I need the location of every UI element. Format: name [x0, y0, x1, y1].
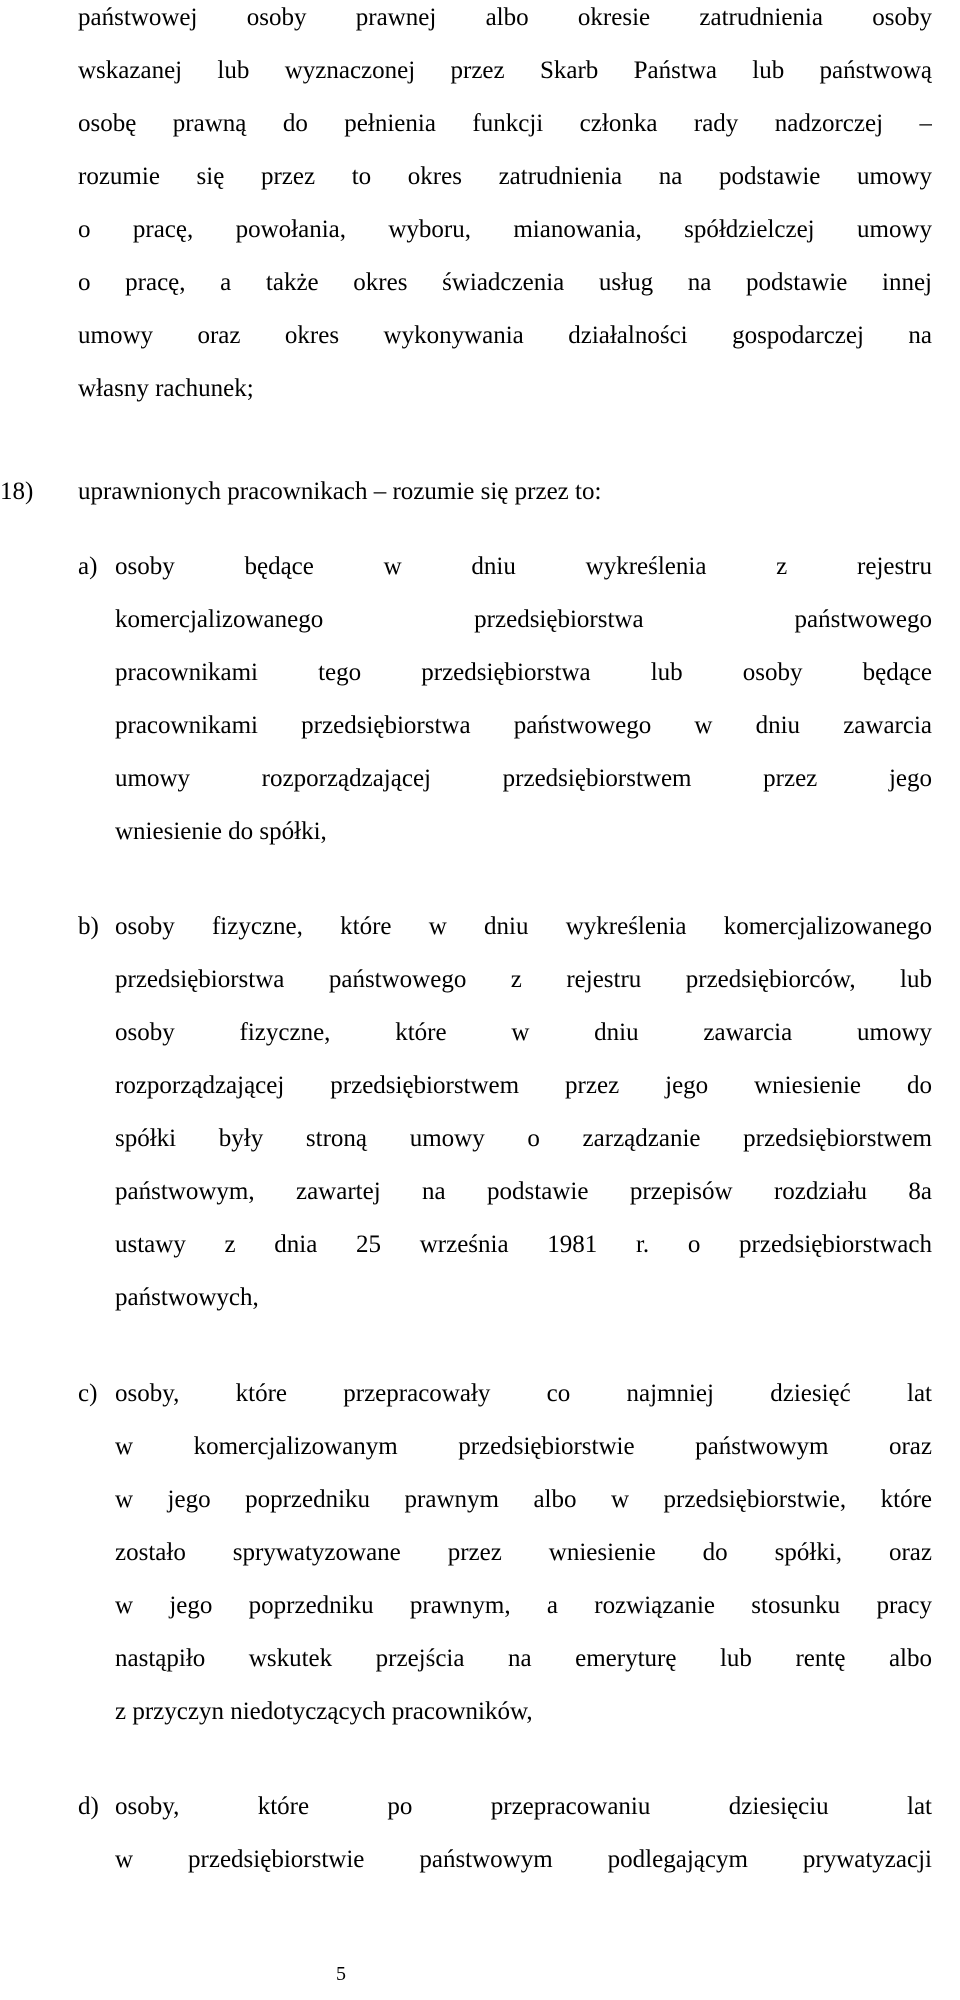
intro-line: osobę prawną do pełnienia funkcji członka rady nadzorczej – — [78, 110, 932, 137]
intro-line: umowy oraz okres wykonywania działalności gospodarczej na — [78, 322, 932, 349]
intro-line: państwowej osoby prawnej albo okresie zatrudnienia osoby — [78, 4, 932, 31]
subitem-line: umowy rozporządzającej przedsiębiorstwem przez jego — [115, 765, 932, 792]
intro-line: o pracę, powołania, wyboru, mianowania, spółdzielczej umowy — [78, 216, 932, 243]
subitem-line: ustawy z dnia 25 września 1981 r. o przedsiębiorstwach — [115, 1231, 932, 1258]
intro-line: wskazanej lub wyznaczonej przez Skarb Państwa lub państwową — [78, 57, 932, 84]
item-text: uprawnionych pracownikach – rozumie się przez to: — [78, 478, 602, 505]
subitem-letter: b) — [78, 913, 99, 940]
subitem-line: przedsiębiorstwa państwowego z rejestru przedsiębiorców, lub — [115, 966, 932, 993]
subitem-line: osoby, które po przepracowaniu dziesięciu lat — [115, 1793, 932, 1820]
subitem-line: państwowym, zawartej na podstawie przepisów rozdziału 8a — [115, 1178, 932, 1205]
subitem-line: pracownikami tego przedsiębiorstwa lub osoby będące — [115, 659, 932, 686]
item-number: 18) — [0, 478, 34, 505]
page-number: 5 — [336, 1963, 346, 1985]
subitem-line: w jego poprzedniku prawnym albo w przedsiębiorstwie, które — [115, 1486, 932, 1513]
subitem-letter: c) — [78, 1380, 98, 1407]
subitem-letter: a) — [78, 553, 98, 580]
subitem-line: osoby fizyczne, które w dniu wykreślenia komercjalizowanego — [115, 913, 932, 940]
subitem-line: wniesienie do spółki, — [115, 818, 327, 845]
subitem-letter: d) — [78, 1793, 99, 1820]
subitem-line: osoby fizyczne, które w dniu zawarcia umowy — [115, 1019, 932, 1046]
subitem-line: zostało sprywatyzowane przez wniesienie do spółki, oraz — [115, 1539, 932, 1566]
subitem-line: pracownikami przedsiębiorstwa państwowego w dniu zawarcia — [115, 712, 932, 739]
subitem-line: komercjalizowanego przedsiębiorstwa państwowego — [115, 606, 932, 633]
subitem-line: nastąpiło wskutek przejścia na emeryturę lub rentę albo — [115, 1645, 932, 1672]
subitem-line: w przedsiębiorstwie państwowym podlegającym prywatyzacji — [115, 1846, 932, 1873]
intro-line: własny rachunek; — [78, 375, 254, 402]
subitem-line: państwowych, — [115, 1284, 259, 1311]
subitem-line: osoby, które przepracowały co najmniej dziesięć lat — [115, 1380, 932, 1407]
intro-line: o pracę, a także okres świadczenia usług na podstawie innej — [78, 269, 932, 296]
subitem-line: spółki były stroną umowy o zarządzanie przedsiębiorstwem — [115, 1125, 932, 1152]
subitem-line: rozporządzającej przedsiębiorstwem przez jego wniesienie do — [115, 1072, 932, 1099]
subitem-line: w jego poprzedniku prawnym, a rozwiązanie stosunku pracy — [115, 1592, 932, 1619]
subitem-line: w komercjalizowanym przedsiębiorstwie państwowym oraz — [115, 1433, 932, 1460]
subitem-line: z przyczyn niedotyczących pracowników, — [115, 1698, 533, 1725]
intro-line: rozumie się przez to okres zatrudnienia na podstawie umowy — [78, 163, 932, 190]
subitem-line: osoby będące w dniu wykreślenia z rejestru — [115, 553, 932, 580]
